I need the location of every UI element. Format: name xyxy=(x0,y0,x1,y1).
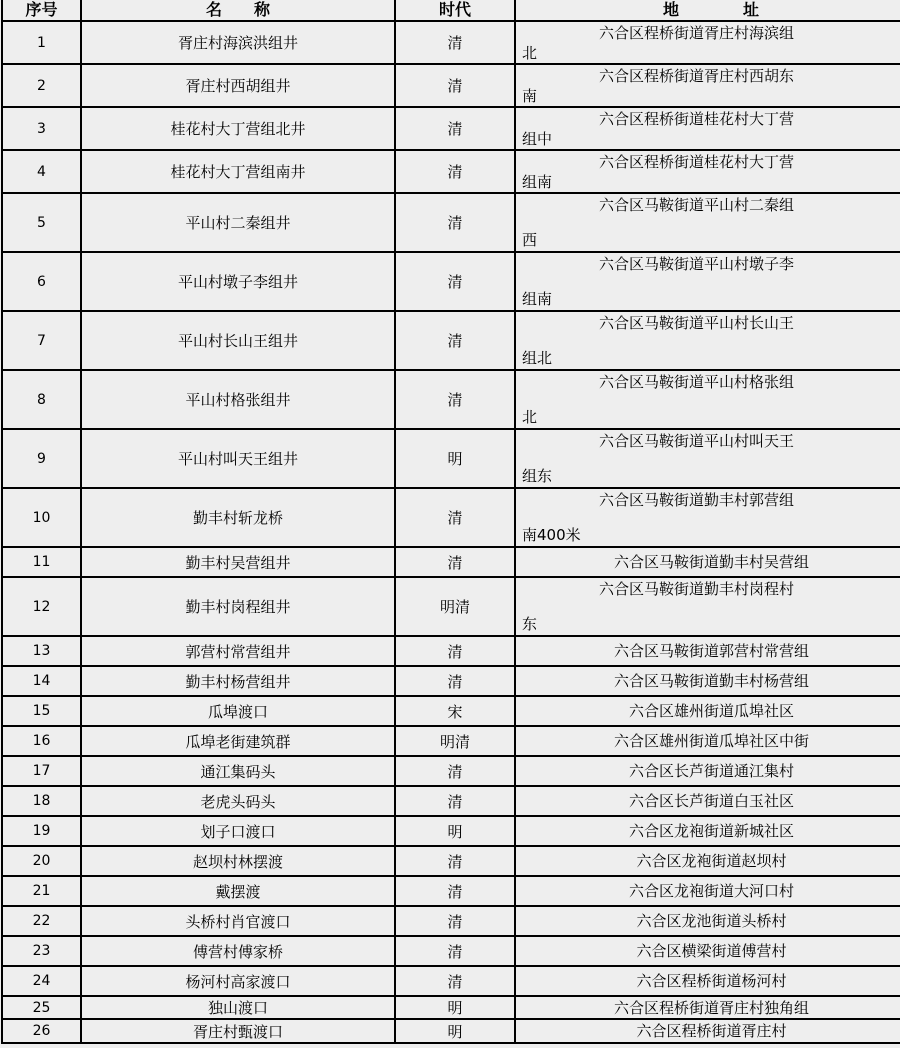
site-name: 瓜埠老街建筑群 xyxy=(81,726,395,756)
site-name: 胥庄村西胡组井 xyxy=(81,64,395,107)
table-row xyxy=(2,906,900,936)
site-era: 宋 xyxy=(395,696,515,726)
address-line-2: 组东 xyxy=(522,467,553,485)
address-line-2: 北 xyxy=(522,408,538,426)
address-line-1: 六合区程桥街道胥庄村 xyxy=(636,1022,787,1040)
site-era: 清 xyxy=(395,876,515,906)
address-line-1: 六合区长芦街道白玉社区 xyxy=(628,792,794,810)
site-name: 胥庄村甄渡口 xyxy=(81,1019,395,1043)
site-address xyxy=(515,577,900,636)
row-index: 10 xyxy=(2,488,81,547)
site-era: 明 xyxy=(395,429,515,488)
site-address xyxy=(515,547,900,577)
site-address xyxy=(515,252,900,311)
site-name: 平山村叫天王组井 xyxy=(81,429,395,488)
address-line-1: 六合区马鞍街道平山村叫天王 xyxy=(599,432,795,450)
address-line-1: 六合区龙袍街道大河口村 xyxy=(628,882,794,900)
row-index: 6 xyxy=(2,252,81,311)
site-name: 独山渡口 xyxy=(81,996,395,1019)
header-name: 名 称 xyxy=(81,0,395,21)
table-row xyxy=(2,786,900,816)
address-line-1: 六合区雄州街道瓜埠社区 xyxy=(628,702,794,720)
site-era: 明 xyxy=(395,816,515,846)
address-line-1: 六合区马鞍街道郭营村常营组 xyxy=(613,642,809,660)
site-name: 勤丰村岗程组井 xyxy=(81,577,395,636)
table-row xyxy=(2,876,900,906)
row-index: 18 xyxy=(2,786,81,816)
site-address xyxy=(515,488,900,547)
address-line-1: 六合区马鞍街道勤丰村岗程村 xyxy=(599,580,795,598)
address-line-2: 组南 xyxy=(522,173,553,191)
site-name: 胥庄村海滨洪组井 xyxy=(81,21,395,64)
row-index: 13 xyxy=(2,636,81,666)
site-name: 瓜埠渡口 xyxy=(81,696,395,726)
table-row xyxy=(2,193,900,252)
row-index: 7 xyxy=(2,311,81,370)
site-era: 清 xyxy=(395,936,515,966)
table-row xyxy=(2,666,900,696)
row-index: 16 xyxy=(2,726,81,756)
table-row xyxy=(2,966,900,996)
site-address xyxy=(515,666,900,696)
row-index: 23 xyxy=(2,936,81,966)
row-index: 24 xyxy=(2,966,81,996)
site-name: 勤丰村杨营组井 xyxy=(81,666,395,696)
site-name: 平山村格张组井 xyxy=(81,370,395,429)
site-name: 桂花村大丁营组南井 xyxy=(81,150,395,193)
site-era: 明清 xyxy=(395,726,515,756)
address-line-1: 六合区马鞍街道勤丰村杨营组 xyxy=(613,672,809,690)
site-name: 头桥村肖官渡口 xyxy=(81,906,395,936)
address-line-2: 东 xyxy=(522,615,538,633)
table-row xyxy=(2,577,900,636)
table-row xyxy=(2,726,900,756)
site-address xyxy=(515,64,900,107)
site-era: 清 xyxy=(395,311,515,370)
address-line-1: 六合区龙袍街道新城社区 xyxy=(628,822,794,840)
address-line-1: 六合区马鞍街道勤丰村郭营组 xyxy=(599,491,795,509)
header-era: 时代 xyxy=(395,0,515,21)
address-line-2: 北 xyxy=(522,44,538,62)
site-era: 清 xyxy=(395,636,515,666)
site-name: 郭营村常营组井 xyxy=(81,636,395,666)
site-name: 通江集码头 xyxy=(81,756,395,786)
site-era: 清 xyxy=(395,966,515,996)
table-row xyxy=(2,1019,900,1043)
table-row xyxy=(2,370,900,429)
header-index: 序号 xyxy=(2,0,81,21)
table-row xyxy=(2,311,900,370)
heritage-sites-table xyxy=(1,0,900,1044)
address-line-1: 六合区雄州街道瓜埠社区中街 xyxy=(613,732,809,750)
address-line-2: 南 xyxy=(522,87,538,105)
table-row xyxy=(2,429,900,488)
site-name: 赵坝村林摆渡 xyxy=(81,846,395,876)
address-line-1: 六合区龙袍街道赵坝村 xyxy=(636,852,787,870)
row-index: 11 xyxy=(2,547,81,577)
table-row xyxy=(2,547,900,577)
table-row xyxy=(2,996,900,1019)
row-index: 9 xyxy=(2,429,81,488)
table-row xyxy=(2,696,900,726)
site-era: 清 xyxy=(395,150,515,193)
row-index: 15 xyxy=(2,696,81,726)
row-index: 26 xyxy=(2,1019,81,1043)
site-address xyxy=(515,846,900,876)
site-address xyxy=(515,107,900,150)
table-row xyxy=(2,64,900,107)
site-address xyxy=(515,756,900,786)
row-index: 2 xyxy=(2,64,81,107)
site-address xyxy=(515,816,900,846)
address-line-2: 组南 xyxy=(522,290,553,308)
table-row xyxy=(2,816,900,846)
address-line-1: 六合区程桥街道胥庄村海滨组 xyxy=(599,24,795,42)
site-address xyxy=(515,193,900,252)
table-row xyxy=(2,150,900,193)
site-era: 清 xyxy=(395,370,515,429)
site-era: 清 xyxy=(395,786,515,816)
site-address xyxy=(515,1019,900,1043)
row-index: 17 xyxy=(2,756,81,786)
site-era: 清 xyxy=(395,64,515,107)
site-era: 清 xyxy=(395,107,515,150)
site-era: 清 xyxy=(395,906,515,936)
table-row xyxy=(2,636,900,666)
site-era: 清 xyxy=(395,846,515,876)
row-index: 5 xyxy=(2,193,81,252)
address-line-2: 组北 xyxy=(522,349,553,367)
site-era: 清 xyxy=(395,193,515,252)
site-name: 戴摆渡 xyxy=(81,876,395,906)
row-index: 8 xyxy=(2,370,81,429)
address-line-1: 六合区程桥街道桂花村大丁营 xyxy=(599,110,795,128)
row-index: 12 xyxy=(2,577,81,636)
address-line-1: 六合区马鞍街道平山村长山王 xyxy=(599,314,795,332)
table-row xyxy=(2,21,900,64)
row-index: 3 xyxy=(2,107,81,150)
address-line-1: 六合区马鞍街道平山村墩子李 xyxy=(599,255,795,273)
row-index: 14 xyxy=(2,666,81,696)
site-name: 划子口渡口 xyxy=(81,816,395,846)
address-line-1: 六合区马鞍街道平山村二秦组 xyxy=(599,196,795,214)
address-line-1: 六合区长芦街道通江集村 xyxy=(628,762,794,780)
site-era: 明清 xyxy=(395,577,515,636)
row-index: 19 xyxy=(2,816,81,846)
table-row xyxy=(2,936,900,966)
address-line-1: 六合区程桥街道杨河村 xyxy=(636,972,787,990)
site-name: 平山村二秦组井 xyxy=(81,193,395,252)
row-index: 21 xyxy=(2,876,81,906)
address-line-1: 六合区龙池街道头桥村 xyxy=(636,912,787,930)
site-address xyxy=(515,996,900,1019)
table-row xyxy=(2,756,900,786)
site-address xyxy=(515,696,900,726)
row-index: 22 xyxy=(2,906,81,936)
row-index: 4 xyxy=(2,150,81,193)
site-name: 桂花村大丁营组北井 xyxy=(81,107,395,150)
table-row xyxy=(2,107,900,150)
table-row xyxy=(2,846,900,876)
site-era: 清 xyxy=(395,547,515,577)
site-era: 清 xyxy=(395,666,515,696)
address-line-2: 南400米 xyxy=(522,526,581,544)
site-name: 杨河村高家渡口 xyxy=(81,966,395,996)
address-line-2: 西 xyxy=(522,231,538,249)
site-era: 明 xyxy=(395,996,515,1019)
site-name: 傅营村傅家桥 xyxy=(81,936,395,966)
table-header-row xyxy=(2,0,900,21)
site-address xyxy=(515,936,900,966)
row-index: 25 xyxy=(2,996,81,1019)
site-address xyxy=(515,636,900,666)
site-address xyxy=(515,21,900,64)
site-era: 清 xyxy=(395,756,515,786)
address-line-1: 六合区程桥街道桂花村大丁营 xyxy=(599,153,795,171)
site-name: 平山村墩子李组井 xyxy=(81,252,395,311)
address-line-1: 六合区马鞍街道勤丰村吴营组 xyxy=(613,553,809,571)
site-name: 勤丰村吴营组井 xyxy=(81,547,395,577)
site-address xyxy=(515,726,900,756)
site-address xyxy=(515,966,900,996)
site-era: 清 xyxy=(395,252,515,311)
table-body xyxy=(2,21,900,1043)
site-address xyxy=(515,876,900,906)
address-line-1: 六合区横梁街道傅营村 xyxy=(636,942,787,960)
site-address xyxy=(515,311,900,370)
site-name: 勤丰村斩龙桥 xyxy=(81,488,395,547)
header-address: 地 址 xyxy=(515,0,900,21)
table-row xyxy=(2,252,900,311)
site-address xyxy=(515,786,900,816)
row-index: 20 xyxy=(2,846,81,876)
address-line-1: 六合区程桥街道胥庄村独角组 xyxy=(613,998,809,1017)
site-name: 老虎头码头 xyxy=(81,786,395,816)
address-line-1: 六合区马鞍街道平山村格张组 xyxy=(599,373,795,391)
site-address xyxy=(515,906,900,936)
site-address xyxy=(515,370,900,429)
site-era: 明 xyxy=(395,1019,515,1043)
site-name: 平山村长山王组井 xyxy=(81,311,395,370)
row-index: 1 xyxy=(2,21,81,64)
site-era: 清 xyxy=(395,488,515,547)
address-line-2: 组中 xyxy=(522,130,553,148)
site-address xyxy=(515,429,900,488)
address-line-1: 六合区程桥街道胥庄村西胡东 xyxy=(599,67,795,85)
table-row xyxy=(2,488,900,547)
site-era: 清 xyxy=(395,21,515,64)
site-address xyxy=(515,150,900,193)
